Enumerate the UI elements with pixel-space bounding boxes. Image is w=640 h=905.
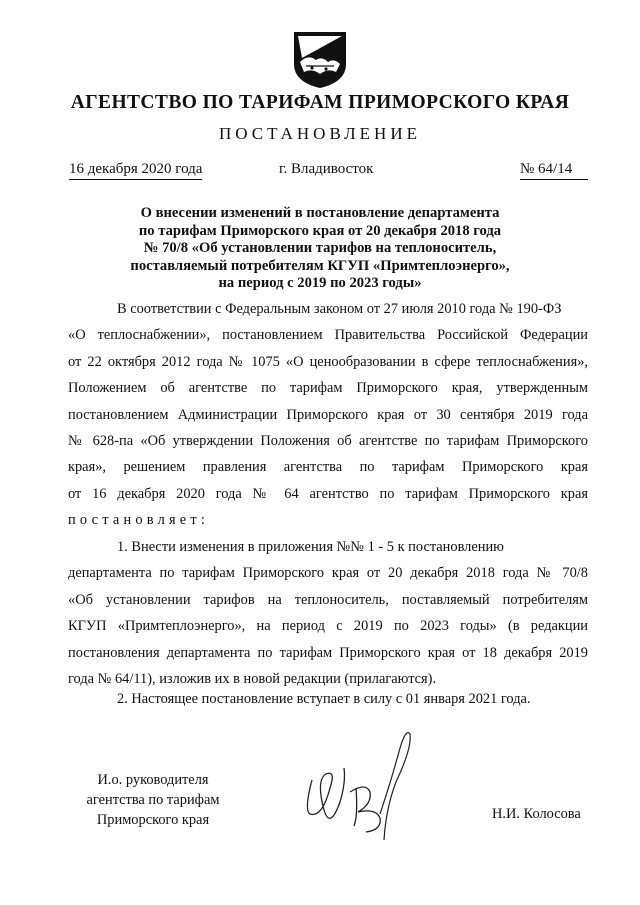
clause-line: 1. Внести изменения в приложения №№ 1 - 5 к постановлению (117, 539, 504, 555)
preamble-line: Положением об агентстве по тарифам Приморского края, утвержденным (68, 380, 588, 397)
agency-title: АГЕНТСТВО ПО ТАРИФАМ ПРИМОРСКОГО КРАЯ (70, 92, 570, 113)
document-subject (80, 205, 560, 293)
signatory-position (68, 770, 238, 830)
document-date: 16 декабря 2020 года (69, 161, 202, 180)
preamble-line: от 16 декабря 2020 года № 64 агентство по тарифам Приморского края (68, 485, 588, 502)
subject-line: поставляемый потребителям КГУП «Примтеплоэнерго», (130, 257, 510, 274)
preamble-line: края», решением правления агентства по тарифам Приморского края (68, 459, 588, 476)
document-number: № 64/14 (520, 161, 588, 180)
preamble-line: В соответствии с Федеральным законом от 27 июля 2010 года № 190-ФЗ (117, 301, 562, 317)
clause-line: года № 64/11), изложив их в новой редакции (прилагаются). (68, 671, 437, 688)
clause-line: 2. Настоящее постановление вступает в силу с 01 января 2021 года. (117, 691, 531, 707)
clause-2 (68, 686, 588, 712)
preamble-paragraph (68, 296, 588, 534)
signatory-position-line: И.о. руководителя (97, 772, 209, 788)
subject-line: № 70/8 «Об установлении тарифов на теплоноситель, (143, 240, 497, 257)
clause-line: «Об установлении тарифов на теплоноситель, поставляемый потребителям (68, 591, 588, 608)
document-type: ПОСТАНОВЛЕНИЕ (218, 124, 421, 143)
clause-line: КГУП «Примтеплоэнерго», на период с 2019 по 2023 годы» (в редакции (68, 618, 588, 635)
signatory-position-line: агентства по тарифам (86, 792, 220, 808)
preamble-line: «О теплоснабжении», постановлением Правительства Российской Федерации (68, 327, 588, 344)
preamble-line: от 22 октября 2012 года № 1075 «О ценообразовании в сфере теплоснабжения», (68, 353, 588, 370)
clause-1 (68, 534, 588, 692)
subject-line: на период с 2019 по 2023 годы» (218, 275, 422, 292)
signatory-position-line: Приморского края (96, 812, 210, 828)
preamble-line: № 628-па «Об утверждении Положения об агентстве по тарифам Приморского (68, 432, 588, 449)
subject-line: О внесении изменений в постановление департамента (140, 205, 500, 221)
document-city: г. Владивосток (279, 161, 374, 177)
decree-verb: постановляет: (68, 512, 210, 529)
preamble-line: постановлением Администрации Приморского края от 30 сентября 2019 года (68, 406, 588, 423)
signatory-name: Н.И. Колосова (492, 806, 581, 822)
clause-line: департамента по тарифам Приморского края от 20 декабря 2018 года № 70/8 (68, 565, 588, 582)
subject-line: по тарифам Приморского края от 20 декабря 2018 года (138, 222, 502, 239)
coat-of-arms-icon (290, 28, 350, 90)
clause-line: постановления департамента по тарифам Приморского края от 18 декабря 2019 (68, 644, 588, 661)
handwritten-signature (296, 718, 436, 850)
